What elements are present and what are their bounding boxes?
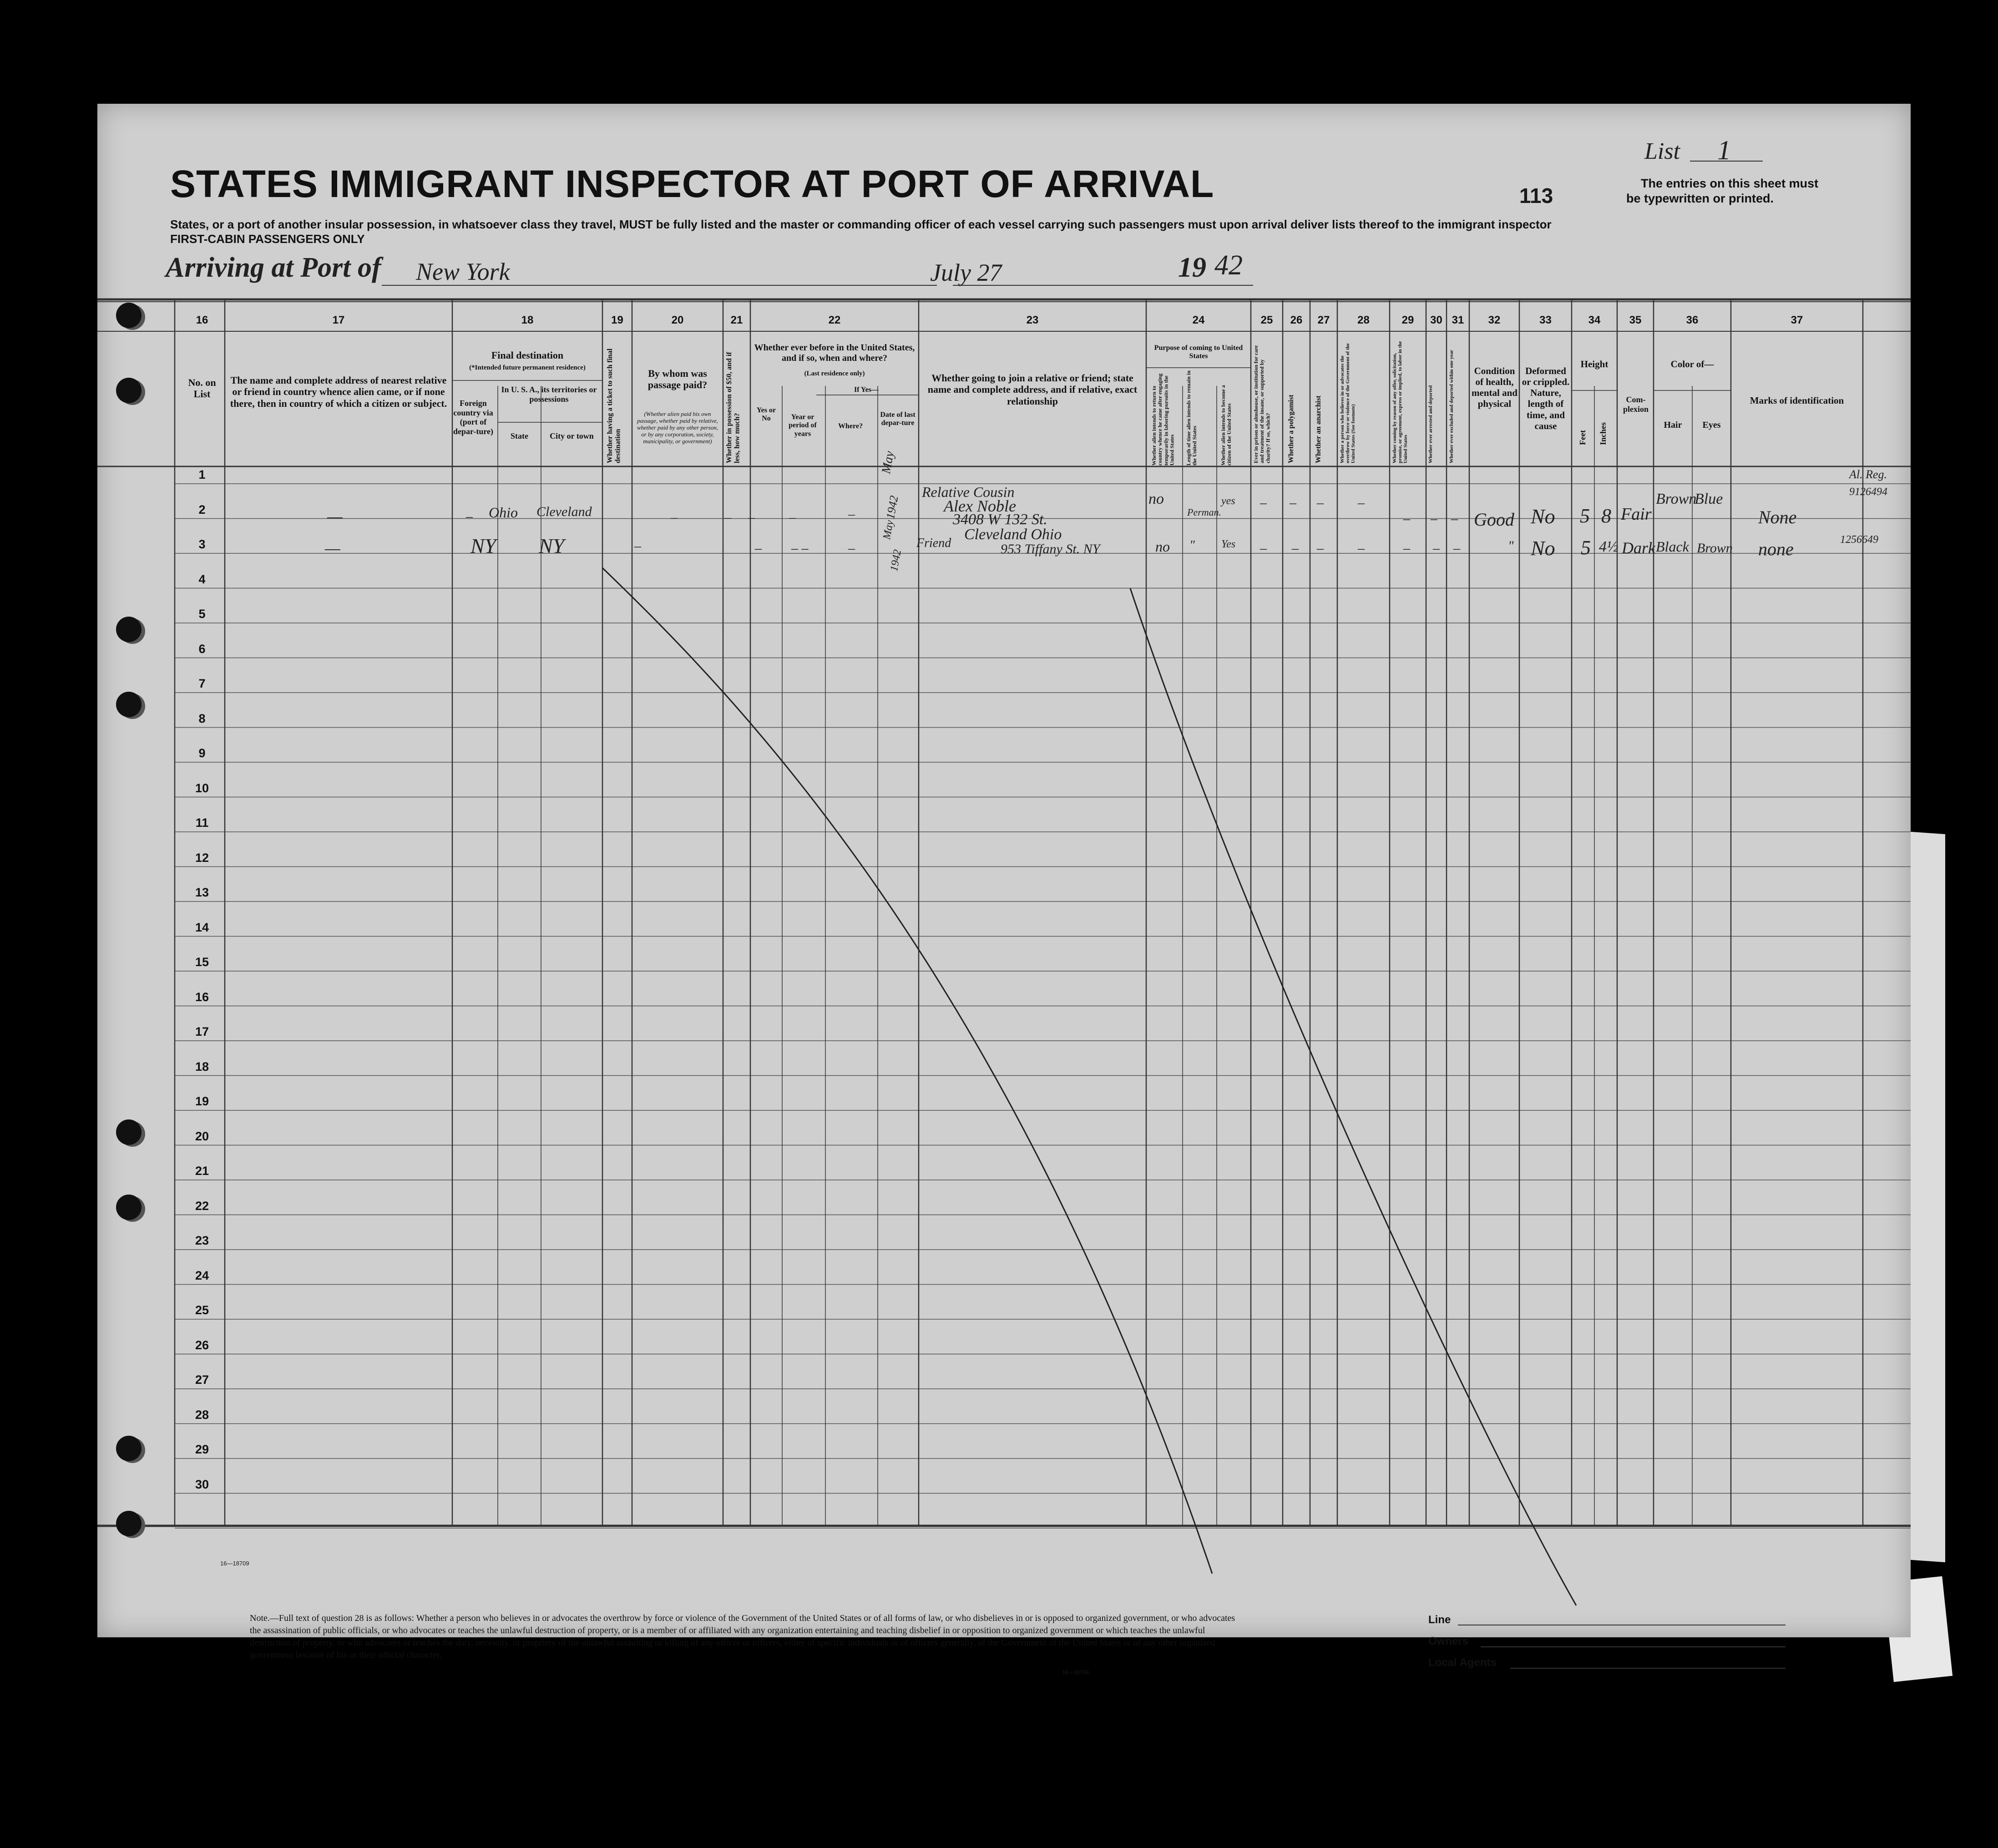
col-header-no-on-list: No. on List [188, 377, 216, 400]
col-header-fifty-dollars: Whether in possession of $50, and if less, how much? [725, 352, 741, 463]
row-number: 2 [198, 502, 206, 516]
row1-departure-year: 1942 [884, 494, 901, 521]
col-header-purpose-citizen: Whether alien intends to become a citizen of the United States [1220, 385, 1233, 466]
col-num-19: 19 [611, 314, 623, 326]
row1-purpose-length: Perman. [1187, 506, 1222, 518]
row2-before-where: – [848, 541, 855, 556]
row2-before-yes-no: – [755, 541, 762, 556]
row1-passage: – [671, 510, 678, 525]
binder-hole [116, 303, 142, 328]
arriving-label: Arriving at Port of [166, 252, 381, 283]
col-header-date-departure: Date of last depar-ture [880, 411, 916, 427]
row-number: 16 [195, 990, 209, 1004]
col-header-final-destination: Final destination [491, 349, 564, 361]
col-header-anarchist: Whether an anarchist [1315, 395, 1322, 463]
row2-registration-number: 1256649 [1840, 534, 1878, 546]
col-num-23: 23 [1026, 314, 1039, 326]
footer-form-code: 16—18709 [1062, 1669, 1089, 1676]
col-header-passage-note: (Whether alien paid his own passage, whether paid by relative, whether paid by any other person, or by any corporation, society, municipality, or government) [637, 410, 718, 445]
row-number: 23 [195, 1234, 209, 1247]
row-number: 11 [195, 816, 209, 830]
row1-join-street: 3408 W 132 St. [953, 511, 1047, 528]
col-header-nearest-relative: The name and complete address of nearest relative or friend in country whence alien came, or if none there, then in country of which a citizen or subject. [230, 375, 447, 409]
row2-excluded: – [1453, 541, 1460, 556]
row1-deformed: No [1531, 505, 1555, 528]
col-header-city: City or town [550, 431, 594, 440]
instructions-line-2: be typewritten or printed. [1626, 192, 1774, 205]
row1-state: Ohio [489, 504, 518, 521]
col-header-ticket: Whether having a ticket to such final destination [606, 348, 622, 463]
col-header-marks: Marks of identification [1750, 395, 1844, 406]
row1-eyes: Blue [1695, 491, 1723, 507]
row-number: 21 [195, 1164, 209, 1178]
row1-complexion: Fair [1621, 505, 1652, 524]
row2-eyes: Brown [1697, 541, 1733, 556]
col-header-excluded: Whether ever excluded and deported within one year [1449, 349, 1454, 463]
row-number: 17 [195, 1025, 209, 1038]
page-number: 113 [1519, 184, 1553, 208]
col-header-deformed: Deformed or crippled. Nature, length of time, and cause [1522, 365, 1570, 431]
row1-departure-month: May [879, 450, 897, 475]
row-number: 15 [195, 955, 209, 969]
col-header-where: Where? [838, 422, 863, 430]
row2-marks: none [1758, 539, 1794, 559]
port-value: New York [416, 258, 510, 285]
row2-deported: – [1433, 541, 1440, 556]
class-note: FIRST-CABIN PASSENGERS ONLY [170, 232, 365, 246]
row2-join-relationship: Friend [916, 536, 951, 550]
col-header-inches: Inches [1598, 422, 1608, 445]
col-header-foreign-country: Foreign country via (port of depar-ture) [453, 399, 493, 436]
row-number: 6 [198, 642, 206, 656]
col-num-27: 27 [1317, 314, 1330, 326]
col-num-31: 31 [1452, 314, 1464, 326]
row1-join-relationship: Relative Cousin [922, 484, 1015, 500]
binder-hole [116, 1119, 142, 1145]
col-header-feet: Feet [1578, 430, 1587, 445]
binder-hole [116, 1436, 142, 1461]
row1-relative-abroad: — [327, 507, 343, 526]
col-header-complexion: Com-plexion [1623, 395, 1649, 414]
row-number: 20 [195, 1129, 209, 1143]
row1-before-years: – [789, 510, 796, 525]
footnote-question-28: Note.—Full text of question 28 is as follows: Whether a person who believes in or advocates the overthrow by force or violence of the Government of the United States or of all forms of law, or who disbelieves in or is opposed to organized government, or who advocates the assassination of public officials, or who advocates or teaches the unlawful destruction of property, or is a member of or affiliated with any organization entertaining and teaching disbelief in or opposition to organized government or which teaches the unlawful destruction of property, or who advocates or teaches the duty, necessity, or propriety of the unlawful assaulting or killing of any officer or officers, either of specific individuals or of officers generally, of the Government of the United States or of any other organized government because of his or their official character. [250, 1613, 1235, 1660]
row1-hair: Brown [1656, 491, 1697, 507]
row2-purpose-citizen: Yes [1221, 538, 1236, 550]
row1-deported: – [1431, 511, 1437, 526]
local-agents-field [1510, 1668, 1786, 1669]
col-num-26: 26 [1290, 314, 1303, 326]
year-value: 42 [1214, 250, 1243, 281]
row1-polygamist: – [1290, 495, 1296, 510]
col-num-24: 24 [1192, 314, 1205, 326]
row-number: 19 [195, 1094, 209, 1108]
manifest-sheet [97, 104, 1911, 1676]
instructions-line-1: The entries on this sheet must [1641, 177, 1819, 190]
col-num-21: 21 [730, 314, 743, 326]
row1-before-where: – [848, 506, 855, 521]
col-header-polygamist: Whether a polygamist [1287, 395, 1295, 463]
col-num-28: 28 [1357, 314, 1370, 326]
col-header-purpose-return: Whether alien intends to return to country whence he came after engaging temporarily in laboring pursuits in the United States [1151, 373, 1175, 466]
row-number: 27 [195, 1373, 209, 1387]
row2-hair: Black [1656, 538, 1689, 555]
col-header-labor-offer: Whether coming by reason of any offer, solicitation, promise, or agreement, express or implied, to labor in the United States [1392, 341, 1409, 463]
col-header-ever-before: Whether ever before in the United States, and if so, when and where? [754, 343, 915, 363]
binder-hole [116, 617, 142, 642]
alien-registration-label: Al. Reg. [1849, 468, 1887, 481]
row2-departure-month: May [881, 519, 896, 541]
col-header-state: State [511, 431, 528, 440]
row2-before-years: – – [791, 541, 809, 556]
row1-excluded: – [1451, 511, 1458, 526]
row-number: 1 [198, 468, 206, 481]
col-header-prison: Ever in prison or almshouse, or institution for care and treatment of the insane, or supported by charity? If so, which? [1253, 345, 1271, 463]
col-num-25: 25 [1260, 314, 1273, 326]
col-header-ever-before-note: (Last residence only) [804, 370, 865, 377]
row2-departure-year: 1942 [888, 548, 904, 572]
row1-join-name: Alex Noble [944, 497, 1016, 515]
col-num-37: 37 [1791, 314, 1803, 326]
row-number: 22 [195, 1199, 209, 1213]
col-header-purpose: Purpose of coming to United States [1154, 344, 1243, 360]
row1-feet: 5 [1580, 505, 1590, 527]
col-num-36: 36 [1686, 314, 1699, 326]
date-value: July 27 [930, 259, 1002, 286]
row2-purpose-return: no [1155, 538, 1170, 555]
row-number: 7 [198, 677, 206, 690]
page-subtitle: States, or a port of another insular possession, in whatsoever class they travel, MUST be fully listed and the master or commanding officer of each vessel carrying such passengers must upon arrival deliver lists thereof to the immigrant inspector [170, 218, 1552, 231]
row2-overthrow: – [1358, 541, 1365, 556]
page-title: STATES IMMIGRANT INSPECTOR AT PORT OF ARRIVAL [170, 162, 1214, 205]
col-header-height: Height [1580, 359, 1609, 370]
row-number: 24 [195, 1268, 209, 1282]
row1-registration-number: 9126494 [1849, 486, 1887, 498]
col-num-29: 29 [1401, 314, 1414, 326]
row2-prison: – [1260, 541, 1267, 556]
row2-passage: – [634, 538, 641, 553]
list-label: List [1644, 138, 1680, 164]
col-num-16: 16 [196, 314, 208, 326]
row1-fifty: – [724, 510, 731, 525]
row1-purpose-return: no [1148, 491, 1164, 507]
row2-health: " [1508, 538, 1514, 553]
list-number: 1 [1717, 135, 1731, 165]
row-number: 9 [198, 746, 206, 760]
row-number: 8 [198, 711, 206, 725]
col-header-health: Condition of health, mental and physical [1472, 365, 1517, 410]
row2-state: NY [470, 534, 496, 557]
binder-hole [116, 1511, 142, 1536]
row-number: 5 [198, 607, 206, 621]
col-header-yes-no: Yes or No [756, 406, 776, 423]
row1-labor: – [1403, 511, 1410, 526]
form-code: 16—18709 [220, 1560, 249, 1567]
row1-anarchist: – [1317, 495, 1324, 510]
col-num-34: 34 [1588, 314, 1601, 326]
row-number: 3 [198, 537, 206, 551]
binder-hole [116, 378, 142, 403]
col-num-30: 30 [1430, 314, 1442, 326]
row2-feet: 5 [1581, 537, 1591, 559]
row1-join-city: Cleveland Ohio [964, 526, 1062, 543]
row1-inches: 8 [1601, 505, 1611, 527]
col-header-hair: Hair [1664, 420, 1682, 430]
row1-marks: None [1758, 507, 1797, 527]
row-number: 25 [195, 1303, 209, 1317]
year-prefix: 19 [1178, 252, 1206, 283]
local-agents-label: Local Agents [1428, 1656, 1497, 1669]
col-header-passage-paid: By whom was passage paid? [647, 368, 708, 391]
row2-relative-abroad: — [325, 539, 340, 558]
row1-prison: – [1260, 495, 1267, 510]
col-num-35: 35 [1629, 314, 1642, 326]
col-header-deported: Whether ever arrested and deported [1428, 385, 1433, 463]
row2-anarchist: – [1317, 541, 1324, 556]
owners-field [1481, 1646, 1786, 1647]
col-header-overthrow: Whether a person who believes in or advocates the overthrow by force or violence of the Government of the United States (See footnote) [1340, 343, 1356, 463]
col-header-year-period: Year or period of years [789, 413, 817, 438]
row2-inches: 4½ [1599, 538, 1619, 555]
row-number: 14 [195, 920, 209, 934]
row2-city: NY [539, 534, 565, 557]
row2-join-address: 953 Tiffany St. NY [1001, 542, 1100, 557]
col-num-32: 32 [1488, 314, 1501, 326]
row1-city: Cleveland [536, 504, 592, 519]
row-number: 30 [195, 1477, 209, 1491]
row-number: 28 [195, 1408, 209, 1422]
col-header-eyes: Eyes [1702, 420, 1721, 430]
row-number: 4 [198, 572, 206, 586]
col-header-purpose-length: Length of time alien intends to remain in the United States [1185, 370, 1198, 466]
row1-overthrow: – [1358, 495, 1365, 510]
binder-hole [116, 692, 142, 717]
row2-deformed: No [1531, 537, 1555, 560]
col-header-color-of: Color of— [1670, 359, 1714, 370]
col-num-33: 33 [1539, 314, 1552, 326]
row1-before-yes-no: – [748, 510, 755, 525]
row1-purpose-citizen: yes [1221, 495, 1235, 507]
row1-health: Good [1474, 509, 1514, 530]
col-header-join-relative: Whether going to join a relative or friend; state name and complete address, and if relative, exact relationship [927, 372, 1138, 407]
col-num-20: 20 [671, 314, 684, 326]
row-number: 13 [195, 886, 209, 899]
row2-complexion: Dark [1622, 539, 1655, 557]
row-number: 12 [195, 851, 209, 865]
line-label: Line [1428, 1614, 1451, 1626]
owners-label: Owners [1428, 1635, 1469, 1647]
row-number: 10 [195, 781, 209, 795]
row-number: 26 [195, 1338, 209, 1352]
row2-purpose-length: " [1189, 538, 1195, 552]
col-num-22: 22 [828, 314, 841, 326]
row2-polygamist: – [1292, 541, 1299, 556]
col-num-18: 18 [521, 314, 534, 326]
row-number: 18 [195, 1059, 209, 1073]
binder-hole [116, 1195, 142, 1220]
row1-foreign-country: – [466, 509, 473, 524]
col-header-in-usa: In U. S. A., its territories or possessions [501, 385, 597, 404]
table-grid [97, 104, 1911, 1637]
col-header-final-destination-note: (*Intended future permanent residence) [469, 364, 586, 371]
row-number: 29 [195, 1443, 209, 1456]
row2-labor: – [1403, 541, 1410, 556]
col-header-if-yes: If Yes— [854, 386, 879, 394]
col-num-17: 17 [332, 314, 345, 326]
